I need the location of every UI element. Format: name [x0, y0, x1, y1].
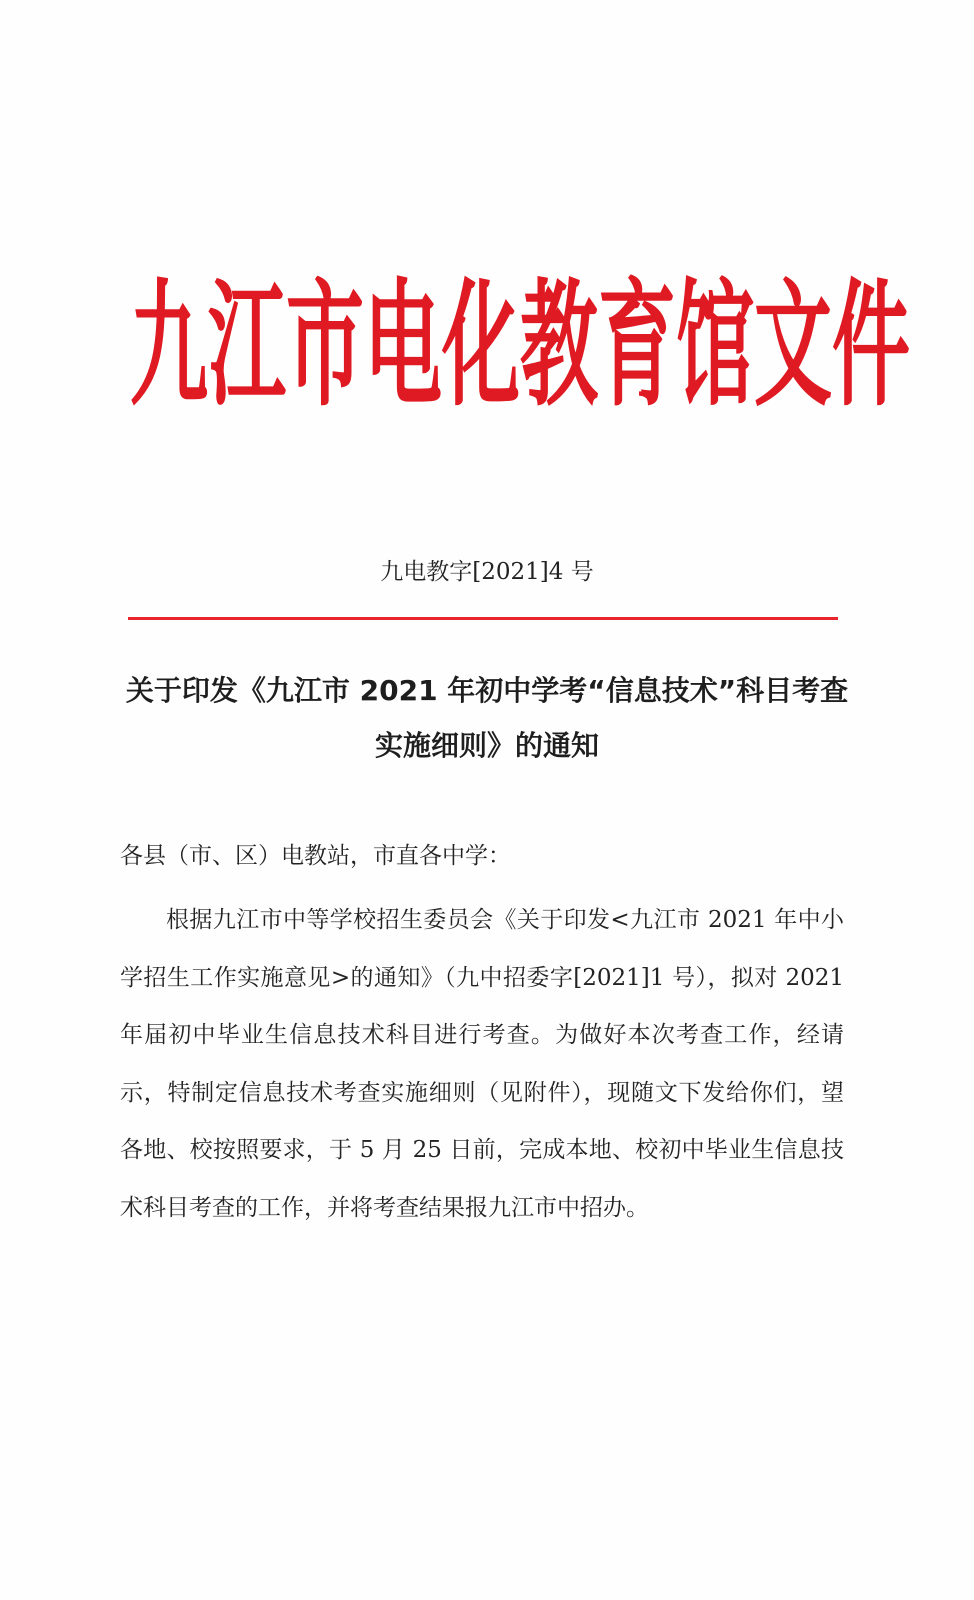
- body-line: 示，特制定信息技术考查实施细则（见附件），现随文下发给你们，望: [120, 1079, 844, 1106]
- salutation: 各县（市、区）电教站，市直各中学：: [120, 843, 511, 869]
- notice-title-line-1: 关于印发《九江市 2021 年初中学考“信息技术”科目考查: [125, 674, 849, 707]
- body-paragraph: [120, 892, 844, 1238]
- issuer-header-title: 九江市电化教育馆文件: [130, 268, 911, 426]
- red-divider-rule: [128, 617, 838, 620]
- body-line: 根据九江市中等学校招生委员会《关于印发<九江市 2021 年中小: [166, 907, 844, 933]
- body-line: 年届初中毕业生信息技术科目进行考查。为做好本次考查工作，经请: [120, 1022, 844, 1049]
- body-line: 学招生工作实施意见>的通知》（九中招委字[2021]1 号），拟对 2021: [120, 964, 844, 991]
- notice-title: [90, 663, 884, 773]
- body-line: 术科目考查的工作，并将考查结果报九江市中招办。: [120, 1194, 649, 1221]
- body-line: 各地、校按照要求，于 5 月 25 日前，完成本地、校初中毕业生信息技: [120, 1137, 844, 1164]
- notice-title-line-2: 实施细则》的通知: [374, 729, 599, 762]
- document-number: 九电教字[2021]4 号: [380, 559, 594, 585]
